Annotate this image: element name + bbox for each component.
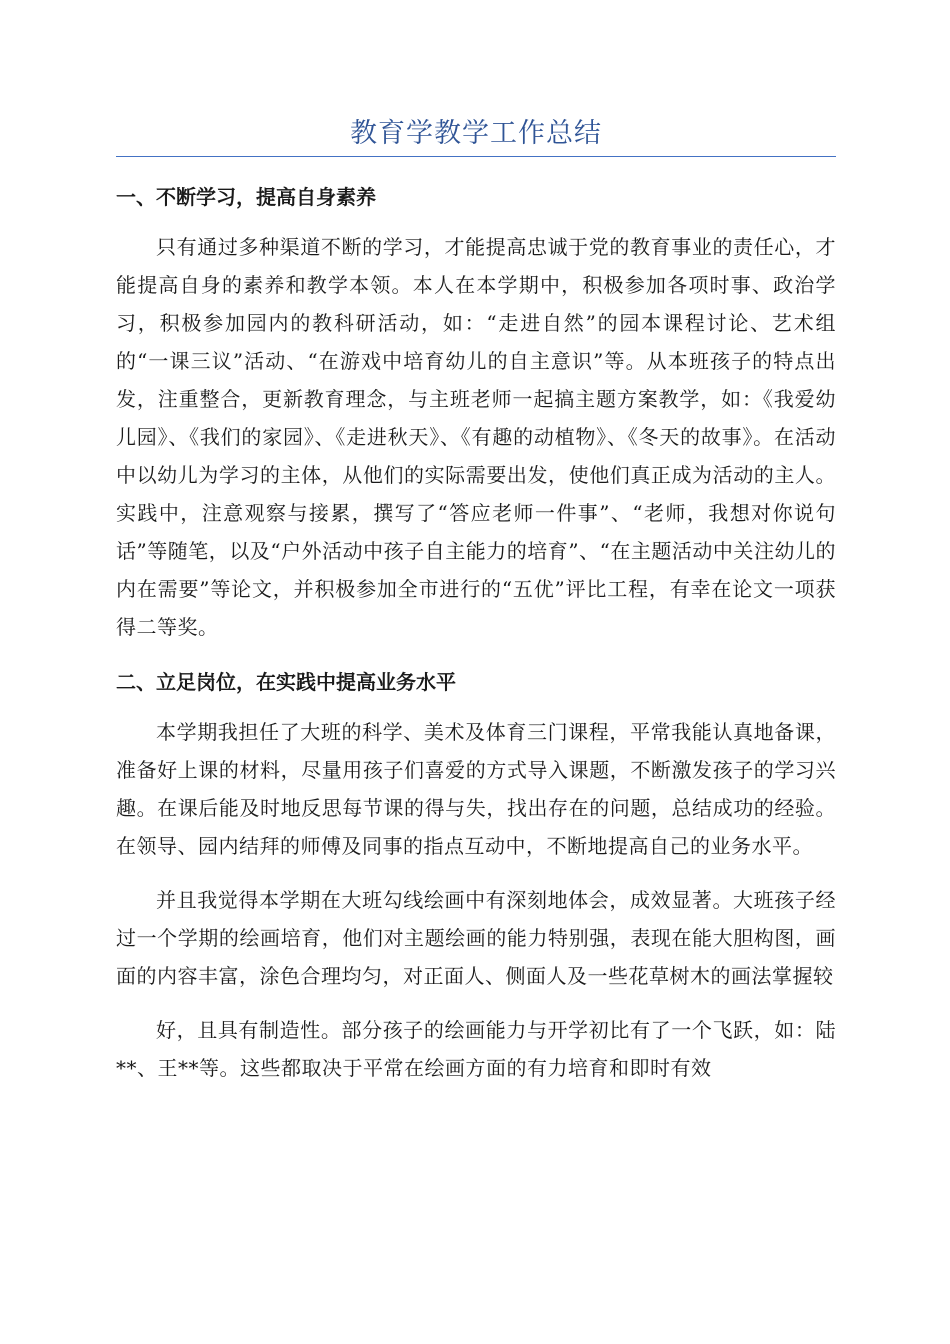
section-paragraph: 只有通过多种渠道不断的学习，才能提高忠诚于党的教育事业的责任心，才能提高自身的素养和教学本领。本人在本学期中，积极参加各项时事、政治学习，积极参加园内的教科研活动，如：“走进自然”的园本课程讨论、艺术组的“一课三议”活动、“在游戏中培育幼儿的自主意识”等。从本班孩子的特点出发，注重整合，更新教育理念，与主班老师一起搞主题方案教学，如：《我爱幼儿园》、《我们的家园》、《走进秋天》、《有趣的动植物》、《冬天的故事》。在活动中以幼儿为学习的主体，从他们的实际需要出发，使他们真正成为活动的主人。实践中，注意观察与接累，撰写了“答应老师一件事”、“老师，我想对你说句话”等随笔，以及“户外活动中孩子自主能力的培育”、“在主题活动中关注幼儿的内在需要”等论文，并积极参加全市进行的“五优”评比工程，有幸在论文一项获得二等奖。 xyxy=(116,235,836,639)
section-2 xyxy=(116,662,836,1087)
section-paragraph: 并且我觉得本学期在大班勾线绘画中有深刻地体会，成效显著。大班孩子经过一个学期的绘画培育，他们对主题绘画的能力特别强，表现在能大胆构图，画面的内容丰富，涂色合理均匀，对正面人、侧面人及一些花草树木的画法掌握较 xyxy=(116,888,836,988)
section-1 xyxy=(116,177,836,646)
section-heading: 一、不断学习，提高自身素养 xyxy=(116,185,376,209)
section-paragraph: 本学期我担任了大班的科学、美术及体育三门课程，平常我能认真地备课，准备好上课的材料，尽量用孩子们喜爱的方式导入课题，不断激发孩子的学习兴趣。在课后能及时地反思每节课的得与失，找出存在的问题，总结成功的经验。在领导、园内结拜的师傅及同事的指点互动中，不断地提高自己的业务水平。 xyxy=(116,720,836,858)
section-paragraph: 好，且具有制造性。部分孩子的绘画能力与开学初比有了一个飞跃，如：陆**、王**等。这些都取决于平常在绘画方面的有力培育和即时有效 xyxy=(116,1018,836,1080)
document-title: 教育学教学工作总结 xyxy=(350,118,602,149)
section-heading: 二、立足岗位，在实践中提高业务水平 xyxy=(116,670,456,694)
document-page xyxy=(116,112,836,1103)
title-underline xyxy=(116,156,836,157)
